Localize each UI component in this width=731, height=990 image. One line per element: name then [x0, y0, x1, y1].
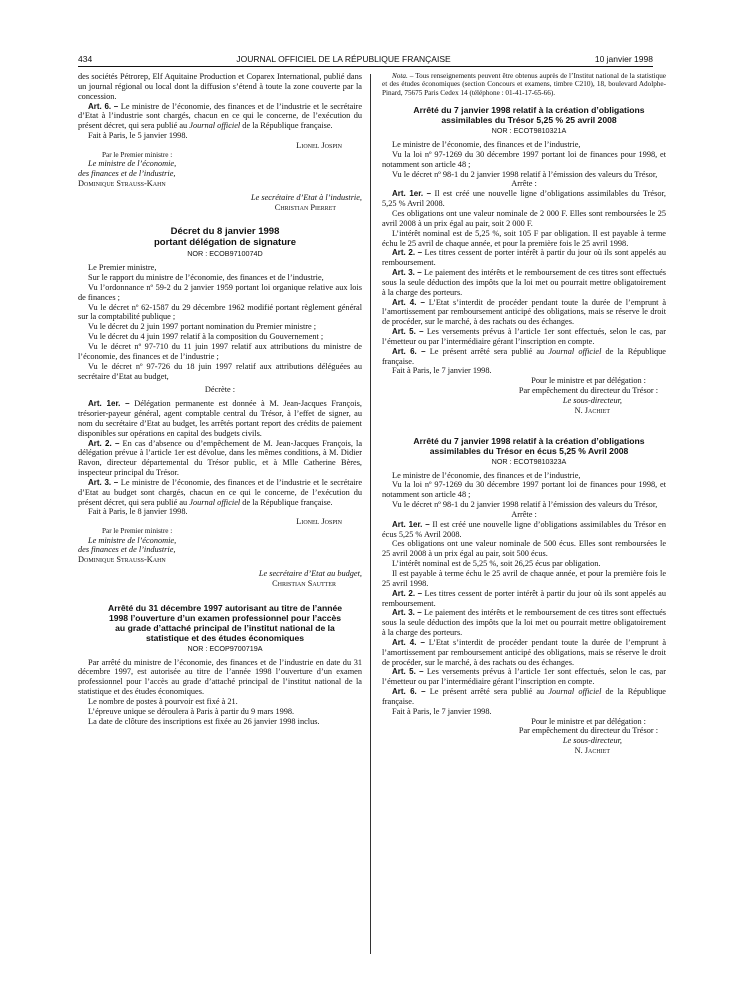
- ministre-economie: Le ministre de l’économie,: [88, 159, 177, 169]
- fait-a-paris: Fait à Paris, le 8 janvier 1998.: [88, 507, 188, 517]
- nota: Nota. – Tous renseignements peuvent être obtenus auprès de l’Institut national de la statistique et des études économiques (section Concours et examens, timbre C210), 18, boulevard Adolphe-Pinard, 75675 Paris Cedex 14 (téléphone : 01-41-17-65-66).: [382, 72, 666, 97]
- article-6: Art. 6. – Le présent arrêté sera publié au Journal officiel de la République française.: [382, 346, 666, 366]
- par-premier-ministre: Par le Premier ministre :: [102, 527, 173, 536]
- article-1: Art. 1er. – Il est créé une nouvelle ligne d’obligations assimilables du Trésor, 5,25 % Avril 2008.: [382, 189, 666, 209]
- visa: Vu le décret nº 98-1 du 2 janvier 1998 relatif à l’émission des valeurs du Trésor,: [392, 169, 658, 179]
- delegation: Pour le ministre et par délégation :: [531, 716, 646, 726]
- signature: Dominique Strauss-Kahn: [78, 555, 166, 565]
- arrete-title: Arrêté du 31 décembre 1997 autorisant au titre de l’année: [107, 602, 343, 613]
- arrete-label: Arrête :: [511, 509, 537, 519]
- nor-reference: NOR : ECOB9710074D: [187, 249, 263, 259]
- preamble: Le ministre de l’économie, des finances et de l’industrie,: [392, 470, 581, 480]
- signature: Lionel Jospin: [296, 517, 342, 527]
- visa: Vu le décret nº 97-710 du 11 juin 1997 relatif aux attributions du ministre de l’économie, des finances et de l’industrie ;: [78, 341, 362, 361]
- article-2: Art. 2. – En cas d’absence ou d’empêchement de M. Jean-Jacques François, la délégation prévue à l’article 1er est dévolue, dans les mêmes conditions, à M. Didier Ravon, directeur départemental du Trésor public, et à Mlle Catherine Bères, inspecteur principal du Trésor.: [78, 438, 362, 478]
- body-paragraph: Ces obligations ont une valeur nominale de 500 écus. Elles sont remboursées le 25 avril 2008 à un prix égal au pair, soit 500 écus.: [382, 539, 666, 559]
- article-4: Art. 4. – L’Etat s’interdit de procéder pendant toute la durée de l’emprunt à l’amortissement par remboursement anticipé des obligations, mais se réserve le droit de procéder, sur le marché, à des rachats ou des échanges.: [382, 297, 666, 327]
- arrete-title: assimilables du Trésor 5,25 % 25 avril 2008: [441, 115, 617, 126]
- signature: Lionel Jospin: [296, 140, 342, 150]
- left-column: [78, 72, 362, 727]
- article-3: Art. 3. – Le paiement des intérêts et le remboursement de ces titres sont effectués sous la seule déduction des impôts que la loi met ou pourrait mettre obligatoirement à la charge des porteurs.: [382, 608, 666, 638]
- visa: Vu le décret du 4 juin 1997 relatif à la composition du Gouvernement ;: [88, 332, 324, 342]
- visa: Vu le décret du 2 juin 1997 portant nomination du Premier ministre ;: [88, 322, 317, 332]
- signature: Christian Pierret: [274, 202, 336, 212]
- intro-paragraph: des sociétés Pétrorep, Elf Aquitaine Production et Coparex International, publié dans un journal régional ou local dont la diffusion s’étend à toute la zone couverte par la concession.: [78, 72, 362, 101]
- article-5: Art. 5. – Les versements prévus à l’article 1er sont effectués, selon le cas, par l’émetteur ou par l’intermédiaire gérant l’inscription en compte.: [382, 327, 666, 346]
- signature: Christian Sautter: [272, 578, 336, 588]
- page-number: 434: [78, 54, 93, 64]
- visa: Vu le décret nº 97-726 du 18 juin 1997 relatif aux attributions déléguées au secrétaire d’Etat au budget,: [78, 361, 362, 381]
- journal-title: JOURNAL OFFICIEL DE LA RÉPUBLIQUE FRANÇAISE: [236, 54, 451, 64]
- ministre-economie-suite: des finances et de l’industrie,: [78, 169, 176, 178]
- par-premier-ministre: Par le Premier ministre :: [102, 150, 173, 159]
- issue-date: 10 janvier 1998: [594, 54, 653, 64]
- sous-directeur: Le sous-directeur,: [562, 396, 622, 405]
- header-rule: [78, 66, 653, 67]
- delegation: Par empêchement du directeur du Trésor :: [518, 386, 658, 396]
- body-paragraph: Il est payable à terme échu le 25 avril de chaque année, et pour la première fois le 25 avril 1998.: [382, 568, 666, 588]
- signature: N. Jachiet: [574, 405, 610, 415]
- arrete-label: Arrête :: [511, 179, 537, 189]
- visa: Vu la loi nº 97-1269 du 30 décembre 1997 portant loi de finances pour 1998, et notamment son article 48 ;: [382, 149, 666, 169]
- decrete: Décrète :: [204, 385, 236, 395]
- delegation: Pour le ministre et par délégation :: [531, 376, 646, 386]
- secretaire-etat-industrie: Le secrétaire d’Etat à l’industrie,: [251, 192, 362, 202]
- arrete-title: statistique et des études économiques: [145, 632, 305, 643]
- arrete-title: 1998 l’ouverture d’un examen professionnel pour l’accès: [108, 612, 342, 623]
- column-divider: [370, 74, 371, 954]
- signature: N. Jachiet: [574, 746, 610, 756]
- sous-directeur: Le sous-directeur,: [562, 736, 622, 746]
- nor-reference: NOR : ECOT9810321A: [491, 126, 567, 136]
- article-1: Art. 1er. – Il est créé une nouvelle ligne d’obligations assimilables du Trésor en écus 5,25 % Avril 2008.: [382, 519, 666, 539]
- article-5: Art. 5. – Les versements prévus à l’article 1er sont effectués, selon le cas, par l’émetteur ou par l’intermédiaire gérant l’inscription en compte.: [382, 667, 666, 687]
- arrete-title: Arrêté du 7 janvier 1998 relatif à la création d’obligations: [413, 435, 645, 446]
- body-paragraph: L’intérêt nominal est de 5,25 %, soit 26,25 écus par obligation.: [392, 559, 601, 569]
- arrete-title: Arrêté du 7 janvier 1998 relatif à la création d’obligations: [413, 105, 645, 116]
- article-3: Art. 3. – Le ministre de l’économie, des finances et de l’industrie et le secrétaire d’Etat au budget sont chargés, chacun en ce qui le concerne, de l’exécution du présent décret, qui sera publié au Journal officiel de la République française.: [78, 477, 362, 507]
- body-paragraph: Le nombre de postes à pourvoir est fixé à 21.: [88, 697, 238, 706]
- body-paragraph: L’intérêt nominal est de 5,25 %, soit 105 F par obligation. Il est payable à terme échu le 25 avril de chaque année, et pour la première fois le 25 avril 1998.: [382, 228, 666, 248]
- arrete-title: au grade d’attaché principal de l’institut national de la: [115, 622, 335, 633]
- body-paragraph: Ces obligations ont une valeur nominale de 2 000 F. Elles sont remboursées le 25 avril 2008 à un prix égal au pair, soit 2 000 F.: [382, 208, 666, 228]
- visa: Vu l’ordonnance nº 59-2 du 2 janvier 1959 portant loi organique relative aux lois de finances ;: [78, 282, 362, 302]
- article-3: Art. 3. – Le paiement des intérêts et le remboursement de ces titres sont effectués sous la seule déduction des impôts que la loi met ou pourrait mettre obligatoirement à la charge des porteurs.: [382, 268, 666, 297]
- body-paragraph: La date de clôture des inscriptions est fixée au 26 janvier 1998 inclus.: [88, 716, 320, 726]
- article-1: Art. 1er. – Délégation permanente est donnée à M. Jean-Jacques François, trésorier-payeur général, agent comptable central du Trésor, à l’effet de signer, au nom du secrétaire d’Etat au budget, les arrêtés portant report des crédits de paiement disponibles sur opérations en capital des budgets civils.: [78, 399, 362, 438]
- ministre-economie: Le ministre de l’économie,: [88, 535, 177, 545]
- arrete-title: assimilables du Trésor en écus 5,25 % Avril 2008: [429, 445, 629, 456]
- fait-a-paris: Fait à Paris, le 7 janvier 1998.: [392, 366, 492, 376]
- visa: Vu le décret nº 98-1 du 2 janvier 1998 relatif à l’émission des valeurs du Trésor,: [392, 500, 658, 510]
- preamble: Le Premier ministre,: [88, 263, 157, 273]
- page-header: [78, 52, 653, 66]
- article-2: Art. 2. – Les titres cessent de porter intérêt à partir du jour où ils sont appelés au remboursement.: [382, 248, 666, 268]
- preamble: Le ministre de l’économie, des finances et de l’industrie,: [392, 140, 581, 150]
- article-4: Art. 4. – L’Etat s’interdit de procéder pendant toute la durée de l’emprunt à l’amortissement par remboursement anticipé des obligations, mais se réserve le droit de procéder, sur le marché, à des rachats ou des échanges.: [382, 637, 666, 667]
- body-paragraph: L’épreuve unique se déroulera à Paris à partir du 9 mars 1998.: [88, 706, 295, 716]
- article-6: Art. 6. – Le ministre de l’économie, des finances et de l’industrie et le secrétaire d’Etat à l’industrie sont chargés, chacun en ce qui le concerne, de l’exécution du présent décret, qui sera publié au Journal officiel de la République française.: [78, 101, 362, 131]
- ministre-economie-suite: des finances et de l’industrie,: [78, 545, 176, 555]
- nor-reference: NOR : ECOP9700719A: [187, 643, 263, 653]
- visa: Vu la loi nº 97-1269 du 30 décembre 1997 portant loi de finances pour 1998, et notamment son article 48 ;: [382, 480, 666, 500]
- article-6: Art. 6. – Le présent arrêté sera publié au Journal officiel de la République française.: [382, 687, 666, 706]
- secretaire-etat-budget: Le secrétaire d’Etat au budget,: [258, 569, 362, 579]
- delegation: Par empêchement du directeur du Trésor :: [518, 726, 658, 736]
- nor-reference: NOR : ECOT9810323A: [491, 456, 567, 466]
- right-column: [382, 72, 666, 756]
- decret-title: Décret du 8 janvier 1998: [170, 226, 280, 238]
- signature: Dominique Strauss-Kahn: [78, 178, 166, 188]
- body-paragraph: Par arrêté du ministre de l’économie, des finances et de l’industrie en date du 31 décembre 1997, est autorisée au titre de l’année 1998 l’ouverture d’un examen professionnel pour l’accès au grade d’attaché principal de l’institut national de la statistique et des études économiques.: [78, 657, 362, 697]
- visa: Sur le rapport du ministre de l’économie, des finances et de l’industrie,: [88, 273, 324, 283]
- visa: Vu le décret nº 62-1587 du 29 décembre 1962 modifié portant règlement général sur la comptabilité publique ;: [78, 302, 362, 322]
- fait-a-paris: Fait à Paris, le 5 janvier 1998.: [88, 131, 188, 141]
- article-2: Art. 2. – Les titres cessent de porter intérêt à partir du jour où ils sont appelés au remboursement.: [382, 588, 666, 608]
- decret-title: portant délégation de signature: [154, 237, 296, 249]
- fait-a-paris: Fait à Paris, le 7 janvier 1998.: [392, 706, 492, 716]
